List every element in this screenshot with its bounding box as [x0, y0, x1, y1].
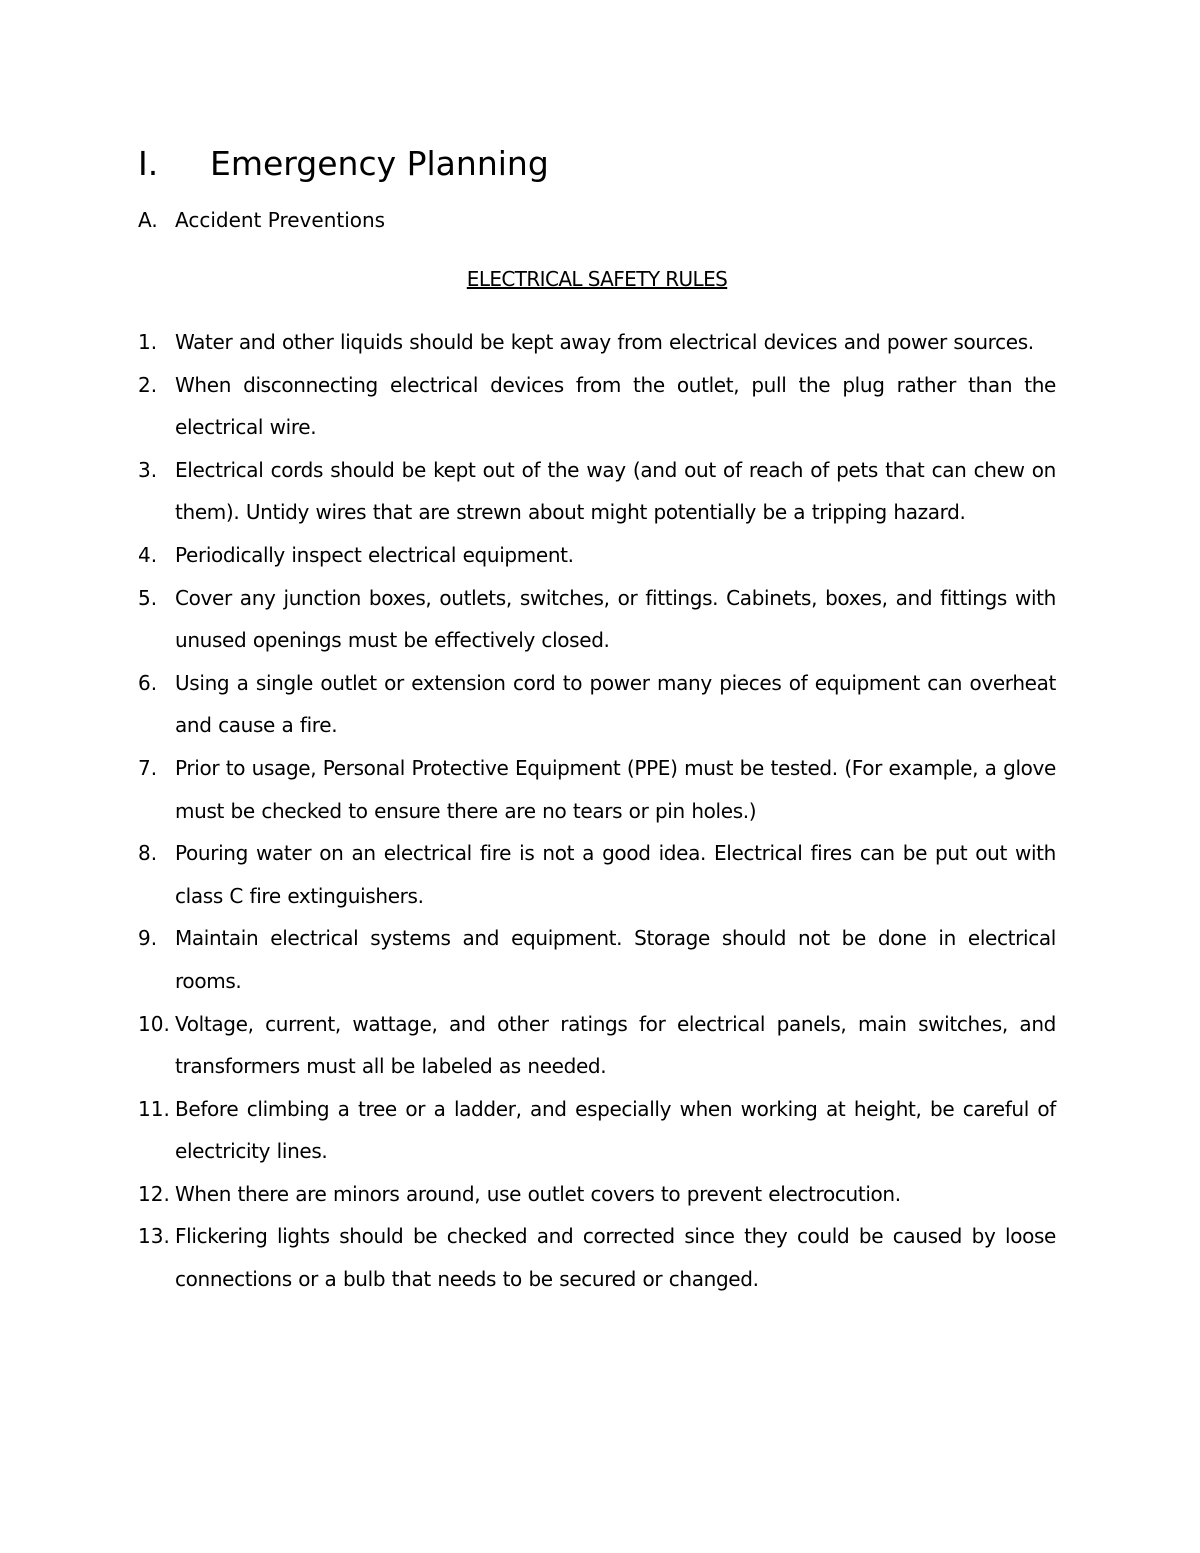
rule-text: Prior to usage, Personal Protective Equipment (PPE) must be tested. (For example, a glove must be checked to ensure there are no tears or pin holes.)	[175, 755, 1056, 823]
rule-item	[138, 577, 1056, 662]
rule-number: 3.	[138, 457, 158, 482]
rule-number: 4.	[138, 542, 158, 567]
rule-number: 8.	[138, 841, 158, 866]
rule-item	[138, 321, 1056, 364]
rule-text: Pouring water on an electrical fire is not a good idea. Electrical fires can be put out with class C fire extinguishers.	[175, 841, 1056, 908]
rule-item	[138, 747, 1056, 832]
rule-text: Using a single outlet or extension cord to power many pieces of equipment can overheat and cause a fire.	[175, 670, 1056, 738]
rule-number: 11.	[138, 1096, 170, 1121]
rule-text: Flickering lights should be checked and corrected since they could be caused by loose connections or a bulb that needs to be secured or changed.	[175, 1224, 1056, 1292]
rule-item	[138, 364, 1056, 449]
rule-item	[138, 832, 1056, 917]
rule-text: Voltage, current, wattage, and other ratings for electrical panels, main switches, and transformers must all be labeled as needed.	[175, 1011, 1056, 1079]
rule-text: Electrical cords should be kept out of the way (and out of reach of pets that can chew on them). Untidy wires that are strewn about might potentially be a tripping hazard.	[175, 457, 1056, 525]
rule-item	[138, 1215, 1056, 1300]
rule-number: 10.	[138, 1011, 170, 1036]
rule-number: 13.	[138, 1224, 170, 1249]
rule-text: Maintain electrical systems and equipment. Storage should not be done in electrical rooms.	[175, 926, 1056, 993]
rule-number: 2.	[138, 372, 158, 397]
rule-number: 7.	[138, 755, 158, 780]
section-number: I.	[138, 144, 159, 183]
rule-item	[138, 1003, 1056, 1088]
section-title: Emergency Planning	[210, 144, 549, 183]
rule-item	[138, 534, 1056, 577]
rule-item	[138, 917, 1056, 1002]
subsection-title: Accident Preventions	[175, 208, 386, 232]
rules-list	[138, 321, 1056, 1301]
rule-number: 12.	[138, 1181, 170, 1206]
rule-item	[138, 1088, 1056, 1173]
subsection-heading	[138, 205, 385, 235]
rule-number: 1.	[138, 330, 158, 354]
rule-text: Cover any junction boxes, outlets, switches, or fittings. Cabinets, boxes, and fittings with unused openings must be effectively closed.	[175, 585, 1056, 653]
section-heading	[138, 140, 738, 188]
rule-item	[138, 662, 1056, 747]
subsection-letter: A.	[138, 208, 158, 232]
rule-text: Before climbing a tree or a ladder, and especially when working at height, be careful of electricity lines.	[175, 1096, 1056, 1164]
rule-text: Water and other liquids should be kept away from electrical devices and power sources.	[175, 330, 1034, 354]
rule-number: 6.	[138, 670, 158, 695]
rule-number: 9.	[138, 926, 158, 951]
rule-text: When there are minors around, use outlet covers to prevent electrocution.	[175, 1181, 901, 1206]
document-title: ELECTRICAL SAFETY RULES	[466, 267, 728, 291]
rule-item	[138, 449, 1056, 534]
rule-number: 5.	[138, 585, 158, 610]
rule-text: Periodically inspect electrical equipment.	[175, 542, 574, 567]
rule-text: When disconnecting electrical devices from the outlet, pull the plug rather than the electrical wire.	[175, 372, 1056, 440]
rule-item	[138, 1173, 1056, 1216]
